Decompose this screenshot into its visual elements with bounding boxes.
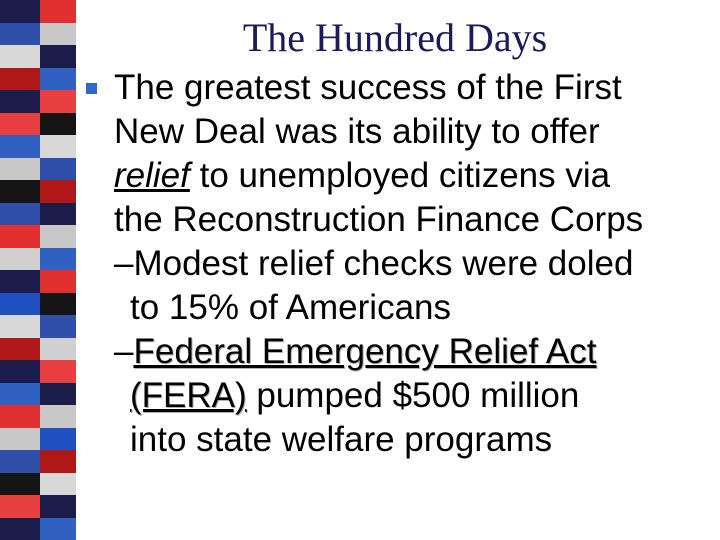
stripe-segment: [0, 0, 40, 23]
stripe-segment: [40, 23, 76, 46]
dash-marker: –: [114, 244, 134, 283]
stripe-segment: [0, 315, 40, 338]
sub-bullet-text: pumped $500 million: [246, 376, 580, 415]
stripe-segment: [0, 135, 40, 158]
stripe-segment: [0, 495, 40, 518]
fera-link[interactable]: Federal Emergency Relief Act: [133, 332, 597, 371]
stripe-segment: [0, 473, 40, 496]
stripe-segment: [40, 315, 76, 338]
stripe-segment: [40, 45, 76, 68]
stripe-column-right: [40, 0, 76, 540]
stripe-segment: [40, 360, 76, 383]
stripe-segment: [40, 428, 76, 451]
stripe-segment: [0, 518, 40, 540]
bullet-line: [114, 154, 716, 198]
stripe-segment: [40, 473, 76, 496]
sub-bullet-line: [114, 242, 716, 286]
square-bullet-icon: [86, 83, 97, 94]
stripe-column-left: [0, 0, 40, 540]
main-bullet: [86, 66, 716, 242]
stripe-segment: [40, 495, 76, 518]
slide-title: The Hundred Days: [242, 15, 548, 60]
stripe-segment: [0, 450, 40, 473]
stripe-segment: [0, 360, 40, 383]
sub-bullet-relief-checks: [86, 242, 716, 330]
sub-bullet-fera: [86, 330, 716, 462]
bullet-line: The greatest success of the First: [114, 68, 622, 107]
stripe-segment: [0, 405, 40, 428]
stripe-segment: [0, 203, 40, 226]
stripe-segment: [40, 225, 76, 248]
stripe-segment: [0, 158, 40, 181]
stripe-segment: [0, 23, 40, 46]
slide-body: [86, 66, 716, 462]
stripe-segment: [40, 90, 76, 113]
stripe-segment: [0, 338, 40, 361]
sub-bullet-line: into state welfare programs: [130, 420, 553, 459]
dash-marker: –: [114, 332, 134, 371]
stripe-segment: [40, 113, 76, 136]
emphasized-term: relief: [114, 156, 190, 195]
stripe-segment: [40, 405, 76, 428]
stripe-segment: [40, 383, 76, 406]
stripe-segment: [40, 0, 76, 23]
bullet-line-rest: to unemployed citizens via: [189, 156, 611, 195]
stripe-segment: [0, 270, 40, 293]
bullet-line: New Deal was its ability to offer: [114, 112, 600, 151]
stripe-segment: [0, 225, 40, 248]
sub-bullet-line: to 15% of Americans: [130, 288, 451, 327]
stripe-segment: [0, 383, 40, 406]
stripe-segment: [0, 90, 40, 113]
stripe-segment: [40, 293, 76, 316]
stripe-segment: [40, 68, 76, 91]
stripe-segment: [0, 293, 40, 316]
bullet-line: the Reconstruction Finance Corps: [114, 200, 644, 239]
stripe-segment: [40, 158, 76, 181]
sub-bullet-line: [114, 374, 716, 418]
stripe-segment: [0, 248, 40, 271]
stripe-segment: [40, 450, 76, 473]
stripe-segment: [40, 248, 76, 271]
stripe-segment: [0, 68, 40, 91]
fera-acronym-link[interactable]: (FERA): [130, 376, 247, 415]
stripe-segment: [0, 113, 40, 136]
sub-bullet-line: [114, 330, 716, 374]
stripe-segment: [0, 45, 40, 68]
stripe-segment: [40, 203, 76, 226]
stripe-segment: [40, 270, 76, 293]
stripe-segment: [40, 135, 76, 158]
stripe-segment: [40, 338, 76, 361]
decorative-stripe-bar: [0, 0, 76, 540]
stripe-segment: [0, 180, 40, 203]
stripe-segment: [40, 518, 76, 540]
stripe-segment: [0, 428, 40, 451]
stripe-segment: [40, 180, 76, 203]
sub-bullet-text: Modest relief checks were doled: [133, 244, 634, 283]
